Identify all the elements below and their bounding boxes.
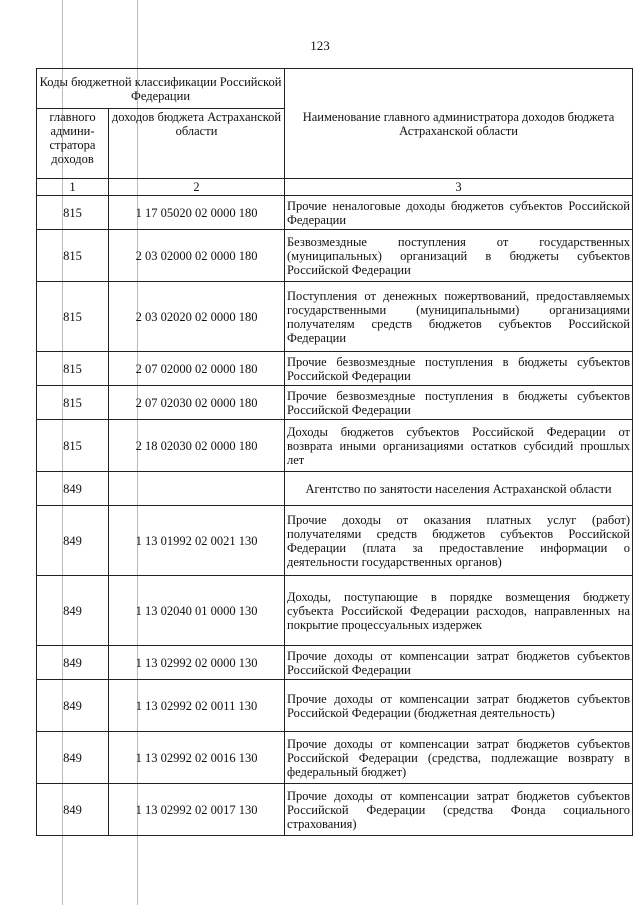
income-name: Прочие безвозмездные поступления в бюджеты субъектов Российской Федерации	[285, 386, 633, 420]
codes-group-header: Коды бюджетной классификации Российской Федерации	[37, 69, 285, 109]
income-name: Прочие доходы от компенсации затрат бюджетов субъектов Российской Федерации	[285, 646, 633, 680]
income-name: Прочие неналоговые доходы бюджетов субъектов Российской Федерации	[285, 196, 633, 230]
income-code: 2 18 02030 02 0000 180	[109, 420, 285, 472]
table-row	[37, 282, 633, 352]
income-name: Прочие доходы от компенсации затрат бюджетов субъектов Российской Федерации (средства, подлежащие возврату в федеральный бюджет)	[285, 732, 633, 784]
income-name: Поступления от денежных пожертвований, предоставляемых государственными (муниципальными) организациями получателям средств бюджетов субъектов Российской Федерации	[285, 282, 633, 352]
agency-heading: Агентство по занятости населения Астраханской области	[285, 472, 633, 506]
income-name: Доходы бюджетов субъектов Российской Федерации от возврата иными организациями остатков субсидий прошлых лет	[285, 420, 633, 472]
income-name: Прочие безвозмездные поступления в бюджеты субъектов Российской Федерации	[285, 352, 633, 386]
admin-column-header: главного админи-стратора доходов	[37, 109, 109, 179]
admin-code: 815	[37, 386, 109, 420]
table-row	[37, 646, 633, 680]
income-name: Прочие доходы от компенсации затрат бюджетов субъектов Российской Федерации (бюджетная деятельность)	[285, 680, 633, 732]
table-row	[37, 472, 633, 506]
table-row	[37, 576, 633, 646]
income-code: 1 13 02992 02 0017 130	[109, 784, 285, 836]
admin-code: 815	[37, 196, 109, 230]
admin-code: 815	[37, 420, 109, 472]
table-row	[37, 680, 633, 732]
admin-code: 815	[37, 352, 109, 386]
table-row	[37, 230, 633, 282]
admin-code: 849	[37, 732, 109, 784]
column-number-3: 3	[285, 179, 633, 196]
column-number-2: 2	[109, 179, 285, 196]
admin-code: 849	[37, 680, 109, 732]
income-code: 2 07 02000 02 0000 180	[109, 352, 285, 386]
income-code: 1 13 02992 02 0011 130	[109, 680, 285, 732]
admin-code: 849	[37, 506, 109, 576]
admin-code: 849	[37, 472, 109, 506]
admin-code: 849	[37, 784, 109, 836]
income-code: 1 13 02992 02 0016 130	[109, 732, 285, 784]
table-row	[37, 196, 633, 230]
income-name: Доходы, поступающие в порядке возмещения бюджету субъекта Российской Федерации расходов, направленных на покрытие процессуальных издержек	[285, 576, 633, 646]
income-code: 1 13 01992 02 0021 130	[109, 506, 285, 576]
admin-code: 849	[37, 576, 109, 646]
table-row	[37, 386, 633, 420]
name-column-header: Наименование главного администратора доходов бюджета Астраханской области	[285, 69, 633, 179]
income-code: 2 03 02020 02 0000 180	[109, 282, 285, 352]
income-code: 2 07 02030 02 0000 180	[109, 386, 285, 420]
income-name: Прочие доходы от оказания платных услуг (работ) получателями средств бюджетов субъектов Российской Федерации (плата за предоставление информации о деятельности государственных органов)	[285, 506, 633, 576]
table-row	[37, 784, 633, 836]
table-row	[37, 732, 633, 784]
income-code: 1 13 02040 01 0000 130	[109, 576, 285, 646]
admin-code: 849	[37, 646, 109, 680]
income-code	[109, 472, 285, 506]
page-number: 123	[310, 38, 330, 53]
budget-codes-table	[36, 68, 633, 836]
income-name: Прочие доходы от компенсации затрат бюджетов субъектов Российской Федерации (средства Фонда социального страхования)	[285, 784, 633, 836]
table-row	[37, 420, 633, 472]
admin-code: 815	[37, 230, 109, 282]
column-number-1: 1	[37, 179, 109, 196]
income-code: 1 17 05020 02 0000 180	[109, 196, 285, 230]
income-code: 1 13 02992 02 0000 130	[109, 646, 285, 680]
income-name: Безвозмездные поступления от государственных (муниципальных) организаций в бюджеты субъектов Российской Федерации	[285, 230, 633, 282]
table-row	[37, 352, 633, 386]
table-row	[37, 506, 633, 576]
admin-code: 815	[37, 282, 109, 352]
income-code-column-header: доходов бюджета Астраханской области	[109, 109, 285, 179]
income-code: 2 03 02000 02 0000 180	[109, 230, 285, 282]
